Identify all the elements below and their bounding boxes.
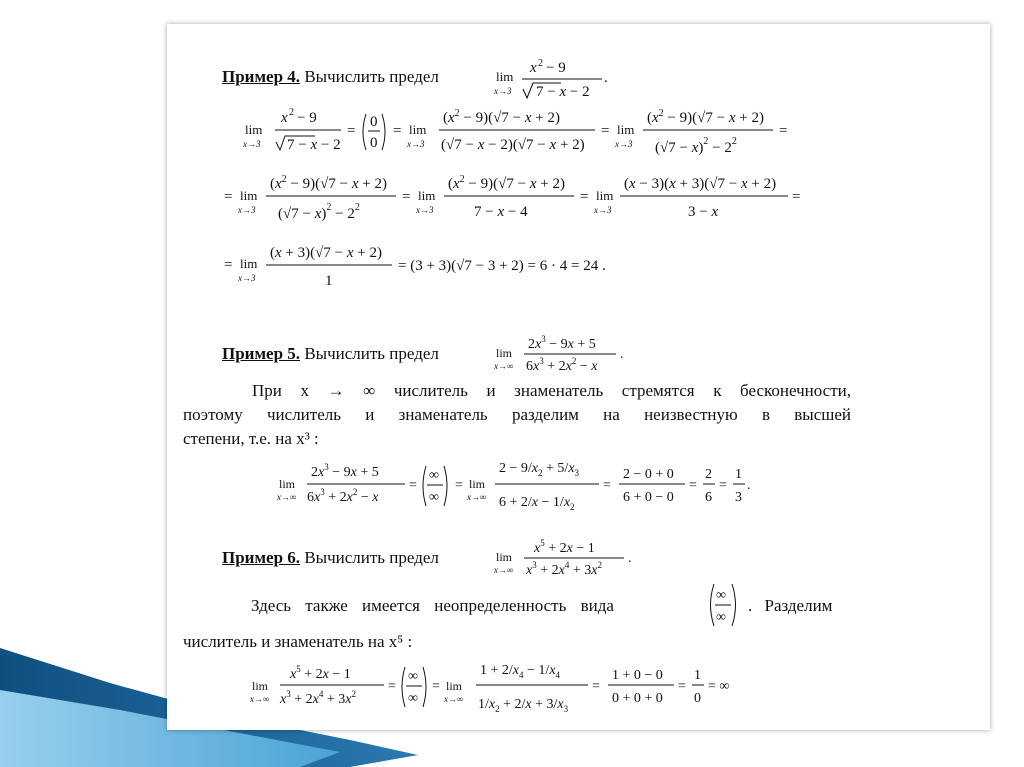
svg-text:=: = [779,123,788,139]
svg-text:=: = [393,123,402,139]
example6-task: Вычислить предел [304,548,439,567]
svg-text:lim: lim [496,346,513,360]
svg-text:x→3: x→3 [494,86,512,96]
svg-text:x→3: x→3 [243,139,261,149]
svg-text:7 − x − 2: 7 − x − 2 [287,137,341,153]
svg-text:lim: lim [279,477,296,491]
svg-text:=: = [402,189,411,205]
svg-text:1: 1 [325,273,333,289]
svg-text:lim: lim [240,256,258,271]
svg-text:=: = [689,478,697,493]
svg-text:x→∞: x→∞ [467,492,487,502]
svg-text:2x3 − 9x + 5: $2x^3 - 9x + 5$ [311,462,379,480]
svg-text:6x3 + 2x2 − x: $6x^3 + 2x^2 - x$ [307,487,379,505]
example6-task-formula [492,537,642,581]
svg-text:x→3: x→3 [416,205,434,215]
svg-text:(√7 − x)2 − 22: $(√7 - x)^2 - 2^2$ [655,136,737,156]
svg-text:3 − x: 3 − x [688,204,719,220]
svg-text:0: 0 [694,691,701,706]
svg-text:(x + 3)(√7 − x + 2): (x + 3)(√7 − x + 2) [270,245,382,261]
svg-text:= (3 + 3)(√7 − 3 + 2) = 6 · 4: = (3 + 3)(√7 − 3 + 2) = 6 · 4 = 24 . [398,258,606,274]
svg-text:1 + 2/x4 − 1/x4: $1 + 2/x_4 - 1/x_4$ [480,663,561,680]
svg-text:∞: ∞ [429,490,439,505]
svg-text:x→∞: x→∞ [277,492,297,502]
svg-text:(√7 − x − 2)(√7 − x + 2): (√7 − x − 2)(√7 − x + 2) [441,137,585,153]
svg-text:=: = [388,679,396,694]
example6-text-line1: Здесь также имеется неопределенность вида [251,596,614,615]
svg-text:=: = [592,679,600,694]
svg-text:1/x2 + 2/x + 3/x3: $1/x_2 + 2/x + 3/x_3$ [478,697,569,714]
svg-text:=: = [224,257,233,273]
svg-text:(x2 − 9)(√7 − x + 2): $(x^2 - 9)(√7 - x + 2)$ [647,108,764,126]
example5-text-line1: При x → ∞ числитель и знаменатель стремятся к бесконечности, [252,381,851,400]
svg-text:.: . [620,347,624,362]
svg-text:(√7 − x)2 − 22: $(√7 - x)^2 - 2^2$ [278,202,360,222]
svg-text:0: 0 [370,114,378,130]
example5-task: Вычислить предел [304,344,439,363]
svg-text:.: . [747,478,751,493]
svg-text:=: = [603,478,611,493]
example4-task-formula [492,56,616,106]
example6-indeterminacy [704,580,744,630]
svg-text:6: 6 [705,490,712,505]
svg-text:x→∞: x→∞ [250,694,270,704]
example4-task: Вычислить предел [304,67,439,86]
svg-text:(x2 − 9)(√7 − x + 2): $(x^2 - 9)(√7 - x + 2)$ [448,174,565,192]
svg-text:2: 2 [705,467,712,482]
svg-text:x→∞: x→∞ [494,565,514,575]
svg-text:− 9: − 9 [546,60,566,76]
svg-text:=: = [601,123,610,139]
example4-line3 [222,238,642,296]
example4-line1 [243,102,803,166]
svg-text:x→3: x→3 [407,139,425,149]
example4-line2 [222,168,812,232]
svg-text:2x3 − 9x + 5: $2x^3 - 9x + 5$ [528,334,596,352]
svg-text:(x2 − 9)(√7 − x + 2): $(x^2 - 9)(√7 - x + 2)$ [270,174,387,192]
svg-text:lim: lim [245,122,263,137]
svg-text:=: = [432,679,440,694]
example6-heading-line [222,548,439,568]
svg-text:=: = [347,123,356,139]
svg-text:0 + 0 + 0: 0 + 0 + 0 [612,691,663,706]
svg-text:lim: lim [496,69,514,84]
svg-text:lim: lim [469,477,486,491]
example4-heading-line [222,67,439,87]
example6-text-line2: . Разделим [748,596,833,615]
example6-heading: Пример 6. [222,548,301,567]
example5-heading: Пример 5. [222,344,301,363]
svg-text:lim: lim [418,188,436,203]
example5-text-line3: степени, т.е. на x³ : [183,429,319,448]
svg-text:7 − x − 4: 7 − x − 4 [474,204,528,220]
svg-text:x5 + 2x − 1: $x^5 + 2x - 1$ [290,664,351,682]
example6-text-line3: числитель и знаменатель на x⁵ : [183,632,413,651]
svg-text:∞: ∞ [408,669,418,684]
svg-text:2: 2 [538,58,543,69]
svg-text:− 9: − 9 [297,110,317,126]
svg-text:= ∞: = ∞ [708,679,730,694]
svg-text:.: . [604,70,608,86]
svg-text:=: = [409,478,417,493]
svg-text:x→∞: x→∞ [444,694,464,704]
svg-text:=: = [580,189,589,205]
svg-text:=: = [678,679,686,694]
svg-text:7 − x − 2: 7 − x − 2 [536,84,590,100]
svg-text:lim: lim [446,679,463,693]
svg-text:x5 + 2x − 1: $x^5 + 2x - 1$ [534,538,595,556]
svg-text:x: x [530,60,537,76]
svg-text:x: x [281,110,288,126]
example6-formula [250,652,740,724]
example5-heading-line [222,344,439,364]
svg-text:x→3: x→3 [594,205,612,215]
svg-text:x→3: x→3 [615,139,633,149]
svg-text:=: = [719,478,727,493]
svg-text:(x2 − 9)(√7 − x + 2): $(x^2 - 9)(√7 - x + 2)$ [443,108,560,126]
svg-text:=: = [224,189,233,205]
svg-text:∞: ∞ [408,691,418,706]
svg-text:1: 1 [694,668,701,683]
svg-text:lim: lim [240,188,258,203]
svg-text:(x − 3)(x + 3)(√7 − x + 2): (x − 3)(x + 3)(√7 − x + 2) [624,176,777,192]
svg-text:2 − 0 + 0: 2 − 0 + 0 [623,467,674,482]
svg-text:lim: lim [409,122,427,137]
example5-task-formula [492,333,642,377]
svg-text:1: 1 [735,467,742,482]
svg-text:lim: lim [596,188,614,203]
svg-text:0: 0 [370,135,378,151]
svg-text:.: . [628,551,632,566]
svg-text:=: = [455,478,463,493]
svg-text:x3 + 2x4 + 3x2: $x^3 + 2x^4 + 3x^2$ [280,689,356,707]
example4-heading: Пример 4. [222,67,301,86]
svg-text:2 − 9/x2 + 5/x3: $2 - 9/x_2 + 5/x_3$ [499,461,580,478]
svg-text:3: 3 [735,490,742,505]
svg-text:6 + 2/x − 1/x2: $6 + 2/x - 1/x_2$ [499,495,575,512]
svg-text:2: 2 [289,107,294,118]
svg-text:∞: ∞ [716,610,726,625]
svg-text:x→∞: x→∞ [494,361,514,371]
svg-text:x3 + 2x4 + 3x2: $x^3 + 2x^4 + 3x^2$ [526,560,602,578]
svg-text:1 + 0 − 0: 1 + 0 − 0 [612,668,663,683]
example5-formula [277,452,757,522]
svg-text:lim: lim [496,550,513,564]
svg-text:x→3: x→3 [238,273,256,283]
svg-text:∞: ∞ [429,468,439,483]
svg-text:6x3 + 2x2 − x: $6x^3 + 2x^2 - x$ [526,356,598,374]
svg-text:=: = [792,189,801,205]
svg-text:lim: lim [252,679,269,693]
example5-text-line2: поэтому числитель и знаменатель разделим на неизвестную в высшей [183,405,851,424]
svg-text:lim: lim [617,122,635,137]
svg-text:x→3: x→3 [238,205,256,215]
svg-text:6 + 0 − 0: 6 + 0 − 0 [623,490,674,505]
svg-text:∞: ∞ [716,588,726,603]
